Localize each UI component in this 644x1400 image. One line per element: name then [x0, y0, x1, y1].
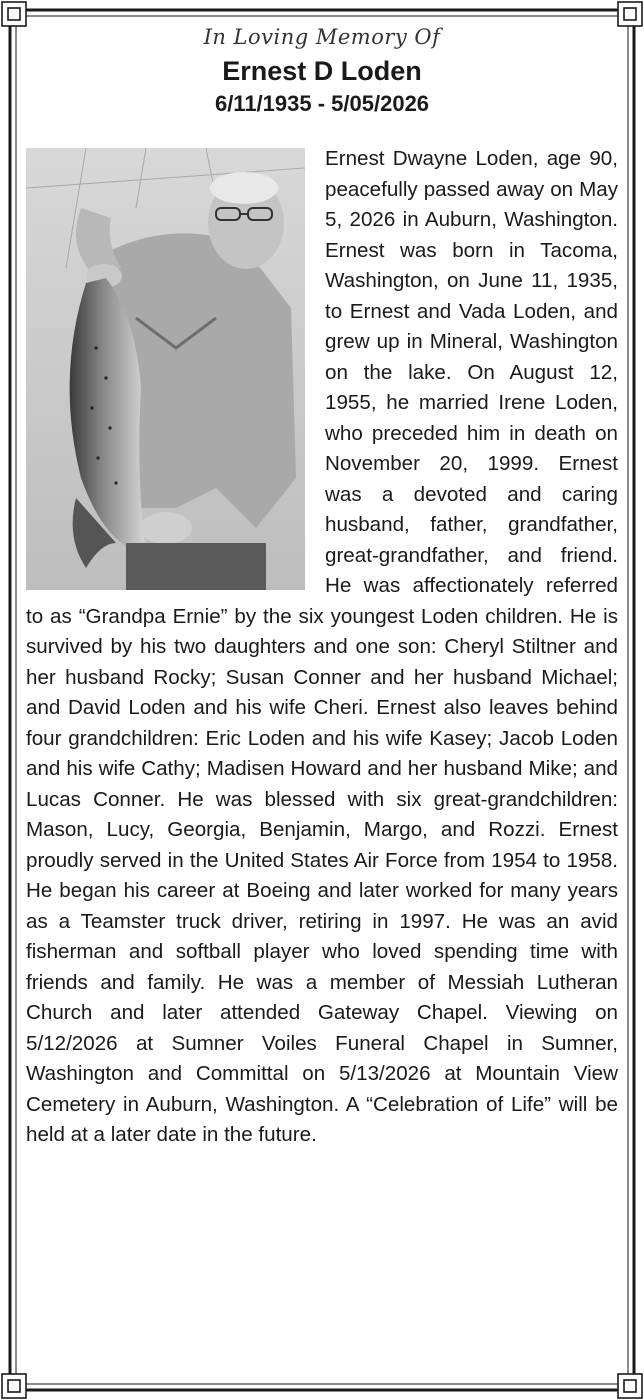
obituary-card [26, 22, 618, 1151]
deceased-name: Ernest D Loden [222, 56, 422, 86]
obituary-body [26, 144, 618, 1151]
memorial-line: In Loving Memory Of [203, 25, 441, 49]
obituary-text: Ernest Dwayne Loden, age 90, peacefully passed away on May 5, 2026 in Auburn, Washington. Ernest was born in Tacoma, Washington, on June 11, 1935, to Ernest and Vada Loden, and grew up in Mineral, Washington on the lake. On August 12, 1955, he married Irene Loden, who preceded him in death on November 20, 1999. Ernest was a devoted and caring husband, father, grandfather, great-grandfather, and friend. He was affectionately referred to as “Grandpa Ernie” by the six youngest Loden children. He is survived by his two daughters and one son: Cheryl Stiltner and her husband Rocky; Susan Conner and her husband Michael; and David Loden and his wife Cheri. Ernest also leaves behind four grandchildren: Eric Loden and his wife Kasey; Jacob Loden and his wife Cathy; Madisen Howard and her husband Mike; and Lucas Conner. He was blessed with six great-grandchildren: Mason, Lucy, Georgia, Benjamin, Margo, and Rozzi. Ernest proudly served in the United States Air Force from 1954 to 1958. He began his career at Boeing and later worked for many years as a Teamster truck driver, retiring in 1997. He was an avid fisherman and softball player who loved spending time with friends and family. He was a member of Messiah Lutheran Church and later attended Gateway Chapel. Viewing on 5/12/2026 at Sumner Voiles Funeral Chapel in Sumner, Washington and Committal on 5/13/2026 at Mountain View Cemetery in Auburn, Washington. A “Celebration of Life” will be held at a later date in the future. [26, 147, 618, 1146]
corner-ornament-top-right [618, 2, 642, 26]
memorial-photo [26, 148, 305, 590]
corner-ornament-bottom-left [2, 1374, 26, 1398]
corner-ornament-top-left [2, 2, 26, 26]
corner-ornament-bottom-right [618, 1374, 642, 1398]
life-dates: 6/11/1935 - 5/05/2026 [214, 91, 430, 116]
